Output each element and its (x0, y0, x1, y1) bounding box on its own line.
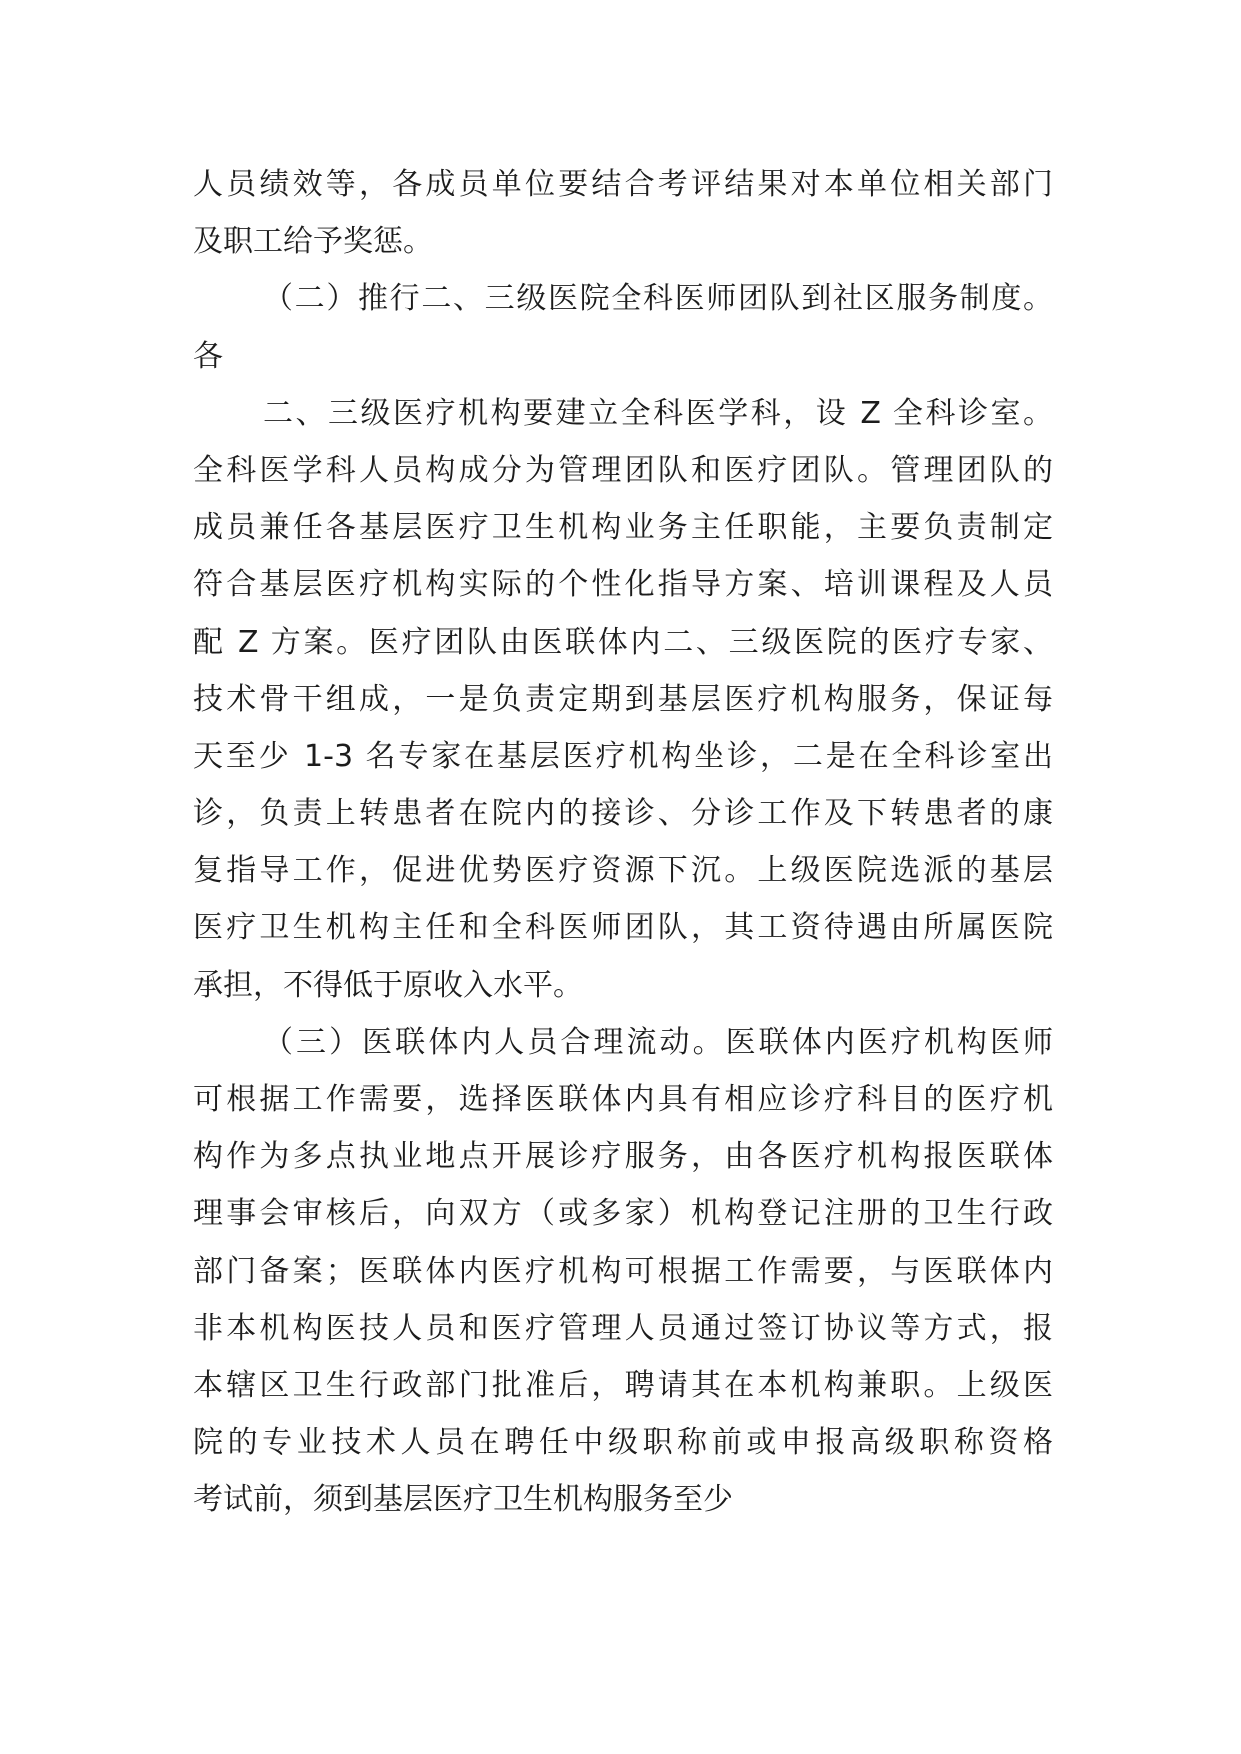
text-line: 技术骨干组成，一是负责定期到基层医疗机构服务，保证每 (193, 681, 1053, 717)
text-line: 考试前，须到基层医疗卫生机构服务至少 (193, 1482, 733, 1518)
text-line: 全科医学科人员构成分为管理团队和医疗团队。管理团队的 (193, 452, 1053, 488)
text-line: 各 (193, 338, 223, 374)
text-line: （三）医联体内人员合理流动。医联体内医疗机构医师 (263, 1024, 1053, 1060)
text-line: 天至少 1-3 名专家在基层医疗机构坐诊，二是在全科诊室出 (193, 738, 1053, 774)
document-body (193, 156, 1053, 1529)
text-line: 可根据工作需要，选择医联体内具有相应诊疗科目的医疗机 (193, 1082, 1053, 1117)
text-line: 院的专业技术人员在聘任中级职称前或申报高级职称资格 (193, 1425, 1053, 1461)
text-line: 本辖区卫生行政部门批准后，聘请其在本机构兼职。上级医 (193, 1367, 1053, 1403)
text-line: 二、三级医疗机构要建立全科医学科，设 Z 全科诊室。 (263, 395, 1053, 431)
text-line: 及职工给予奖惩。 (193, 224, 433, 260)
text-line: （二）推行二、三级医院全科医师团队到社区服务制度。 (263, 281, 1053, 317)
text-line: 承担，不得低于原收入水平。 (193, 967, 583, 1003)
text-line: 复指导工作，促进优势医疗资源下沉。上级医院选派的基层 (193, 853, 1053, 889)
text-line: 医疗卫生机构主任和全科医师团队，其工资待遇由所属医院 (193, 910, 1053, 946)
text-line: 成员兼任各基层医疗卫生机构业务主任职能，主要负责制定 (193, 510, 1053, 546)
text-line: 非本机构医技人员和医疗管理人员通过签订协议等方式，报 (193, 1310, 1053, 1346)
text-line: 理事会审核后，向双方（或多家）机构登记注册的卫生行政 (193, 1196, 1053, 1232)
text-line: 部门备案；医联体内医疗机构可根据工作需要，与医联体内 (193, 1253, 1053, 1289)
text-line: 诊，负责上转患者在院内的接诊、分诊工作及下转患者的康 (193, 796, 1053, 832)
text-line: 符合基层医疗机构实际的个性化指导方案、培训课程及人员 (193, 567, 1053, 603)
text-line: 配 Z 方案。医疗团队由医联体内二、三级医院的医疗专家、 (193, 624, 1053, 660)
text-line: 人员绩效等，各成员单位要结合考评结果对本单位相关部门 (193, 167, 1053, 202)
text-line: 构作为多点执业地点开展诊疗服务，由各医疗机构报医联体 (193, 1139, 1053, 1175)
